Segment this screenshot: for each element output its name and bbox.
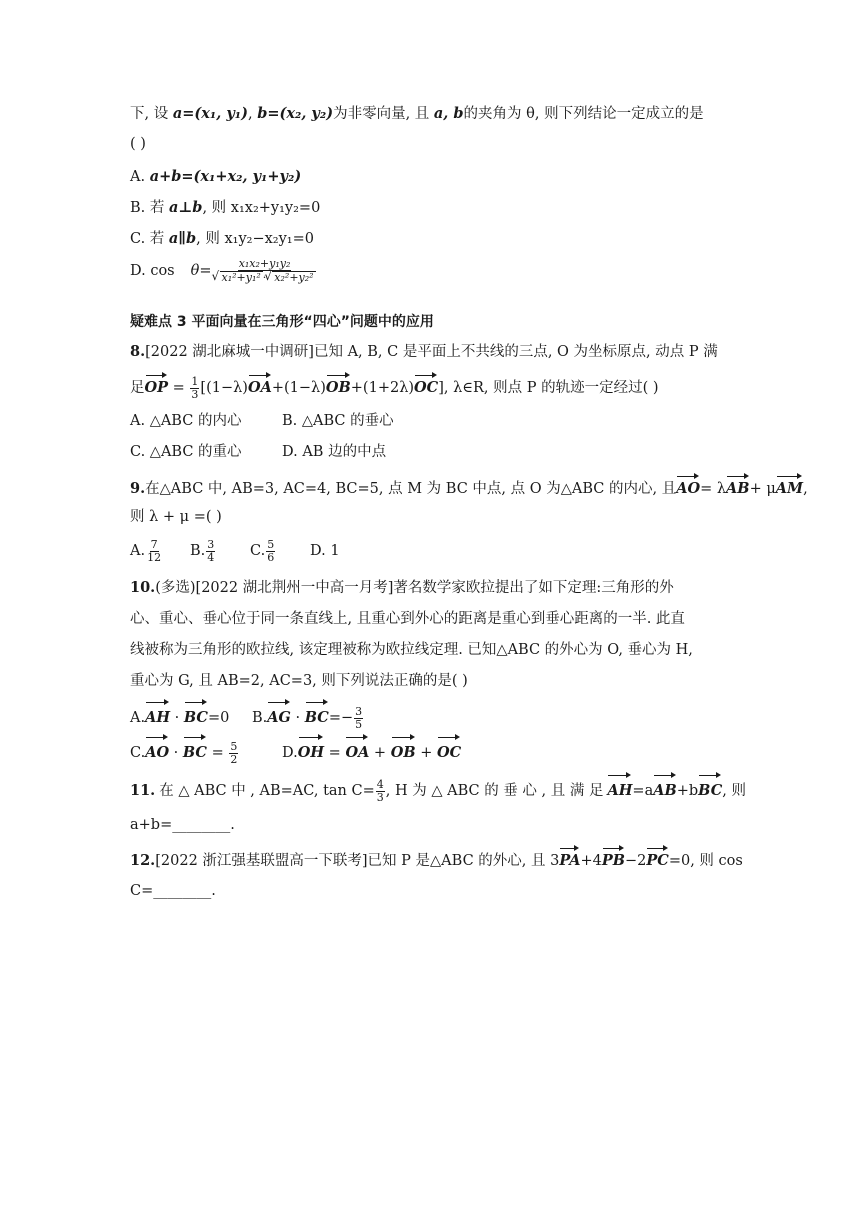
- fraction-numerator: 1: [191, 374, 199, 388]
- question-number: 8.: [130, 343, 146, 360]
- fraction-one-third: [190, 376, 199, 401]
- q8-options-row1: [130, 411, 394, 431]
- q11-stem-line1: [130, 775, 746, 804]
- section-heading: 疑难点 3 平面向量在三角形“四心”问题中的应用: [130, 314, 434, 330]
- vector-ab: AB: [726, 476, 750, 499]
- option-label: D. cos: [130, 263, 175, 279]
- fraction-three-fifths: [354, 706, 363, 731]
- option-label: C.: [130, 745, 146, 761]
- dot-operator: ·: [262, 271, 267, 284]
- option-text: , 则 x₁x₂+y₁y₂=0: [202, 200, 321, 216]
- option-text: a+b=(x₁+x₂, y₁+y₂): [149, 168, 302, 185]
- q10-options-row2: [130, 737, 461, 766]
- text: =: [168, 380, 190, 396]
- vector-ag: AG: [267, 702, 291, 731]
- q7-stem-line1: [130, 104, 704, 124]
- option-label: A.: [130, 169, 150, 185]
- vector-bc: BC: [184, 702, 208, 731]
- option-label: B.: [252, 710, 268, 726]
- text: =0, 则 cos: [668, 853, 743, 869]
- vector-oa: OA: [248, 375, 272, 398]
- q9-stem-line2: 则 λ + μ =( ): [130, 509, 222, 525]
- option-condition: a⊥b: [168, 199, 203, 216]
- vector-oa: OA: [345, 737, 369, 766]
- vector-ab: AB: [653, 775, 677, 804]
- question-text: [2022 浙江强基联盟高一下联考]已知 P 是△ABC 的外心, 且 3: [155, 853, 560, 869]
- text: +b: [676, 783, 699, 799]
- vector-b-def: b=(x₂, y₂): [257, 105, 334, 122]
- q9-option-b: [206, 539, 215, 564]
- question-number: 11.: [130, 782, 156, 799]
- fraction-numerator: 5: [230, 739, 238, 753]
- option-text: =: [206, 745, 229, 761]
- text: , 则: [722, 783, 746, 799]
- question-text: 在 △ ABC 中 , AB=AC, tan C=: [159, 783, 375, 799]
- text: 为非零向量, 且: [333, 106, 434, 122]
- text: +(1+2λ): [350, 380, 415, 396]
- fraction-denominator: 5: [355, 717, 363, 731]
- option-label: A.: [130, 543, 146, 559]
- vector-op: OP: [145, 375, 169, 398]
- text: ,: [247, 106, 258, 122]
- q9-option-c: [266, 539, 275, 564]
- q8-option-a: A. △ABC 的内心: [130, 413, 242, 429]
- fraction-denominator: 12: [147, 550, 162, 564]
- text: + μ: [749, 481, 776, 497]
- vector-ah: AH: [145, 702, 170, 731]
- q9-option-a: [146, 539, 162, 564]
- text: =: [324, 745, 346, 761]
- question-number: 12.: [130, 852, 156, 869]
- text: +: [415, 745, 437, 761]
- vector-am: AM: [776, 476, 803, 499]
- vector-bc: BC: [698, 775, 722, 804]
- vector-ah: AH: [607, 775, 632, 804]
- vector-oc: OC: [414, 375, 438, 398]
- question-text: [2022 湖北麻城一中调研]已知 A, B, C 是平面上不共线的三点, O 为坐标原点, 动点 P 满: [145, 344, 718, 360]
- q10-stem-line2: 心、重心、垂心位于同一条直线上, 且重心到外心的距离是重心到垂心距离的一半. 此直: [130, 611, 685, 627]
- text: =a: [632, 783, 654, 799]
- q12-stem-line2: C=________.: [130, 883, 216, 899]
- q7-option-a: [130, 167, 301, 187]
- q7-option-d: [130, 258, 318, 284]
- theta-eq: θ=: [190, 263, 212, 279]
- question-text: , H 为 △ ABC 的 垂 心 , 且 满 足: [385, 783, 604, 799]
- fraction-numerator: 4: [376, 777, 384, 791]
- vector-ao: AO: [145, 737, 169, 766]
- q8-option-d: D. AB 边的中点: [282, 444, 387, 460]
- q9-stem-line1: [130, 476, 808, 499]
- sqrt-term-a: √ x₁²+y₁²: [220, 271, 263, 284]
- text: ], λ∈R, 则点 P 的轨迹一定经过( ): [438, 380, 659, 396]
- dot-operator: ·: [290, 710, 305, 726]
- q8-options-row2: [130, 442, 386, 462]
- q7-option-b: [130, 198, 320, 218]
- option-condition: a∥b: [168, 230, 197, 247]
- dot-operator: ·: [169, 745, 183, 761]
- sqrt-term-b: √ x₂²+y₂²: [272, 271, 315, 284]
- text: = λ: [700, 481, 727, 497]
- option-label: B. 若: [130, 200, 169, 216]
- q8-option-c: C. △ABC 的重心: [130, 444, 242, 460]
- vector-pa: PA: [559, 848, 580, 871]
- text: [(1−λ): [200, 380, 248, 396]
- q11-stem-line2: a+b=________.: [130, 817, 235, 833]
- fraction-five-halves: [229, 741, 238, 766]
- option-label: D.: [282, 745, 298, 761]
- text: 足: [130, 380, 145, 396]
- text: −2: [625, 853, 647, 869]
- text: ,: [803, 481, 808, 497]
- dot-operator: ·: [170, 710, 184, 726]
- vector-pc: PC: [646, 848, 668, 871]
- question-number: 10.: [130, 579, 156, 596]
- fraction-denominator: 2: [230, 752, 238, 766]
- option-text: , 则 x₁y₂−x₂y₁=0: [196, 231, 314, 247]
- fraction-numerator: 3: [207, 537, 215, 551]
- vector-ob: OB: [391, 737, 416, 766]
- q10-stem-line1: [130, 578, 674, 598]
- q10-options-row1: [130, 702, 364, 731]
- fraction-denominator: 6: [267, 550, 275, 564]
- fraction-four-thirds: [376, 779, 385, 804]
- q8-option-b: B. △ABC 的垂心: [282, 413, 394, 429]
- text: 的夹角为 θ, 则下列结论一定成立的是: [463, 106, 704, 122]
- q9-options: [130, 537, 340, 565]
- vectors-ab: a, b: [433, 105, 464, 122]
- cos-fraction: [213, 258, 317, 284]
- q7-answer-paren: ( ): [130, 136, 146, 152]
- fraction-denominator: 3: [191, 387, 199, 401]
- q12-stem-line1: [130, 848, 743, 871]
- vector-pb: PB: [602, 848, 625, 871]
- vector-ao: AO: [676, 476, 700, 499]
- vector-bc: BC: [305, 702, 329, 731]
- text: 下, 设: [130, 106, 173, 122]
- q8-stem-line1: [130, 342, 718, 362]
- fraction-numerator: x₁x₂+y₁y₂: [238, 257, 291, 270]
- fraction-numerator: 3: [355, 704, 363, 718]
- vector-ob: OB: [326, 375, 351, 398]
- text: +(1−λ): [271, 380, 326, 396]
- option-text: =−: [328, 710, 354, 726]
- question-text: 在△ABC 中, AB=3, AC=4, BC=5, 点 M 为 BC 中点, 点 O 为△ABC 的内心, 且: [145, 481, 677, 497]
- option-label: C.: [250, 543, 266, 559]
- vector-oh: OH: [298, 737, 324, 766]
- text: +: [369, 745, 391, 761]
- q10-stem-line4: 重心为 G, 且 AB=2, AC=3, 则下列说法正确的是( ): [130, 673, 468, 689]
- q8-stem-line2: [130, 375, 659, 401]
- option-label: B.: [190, 543, 206, 559]
- fraction-denominator: 4: [207, 550, 215, 564]
- option-text: =0: [207, 710, 230, 726]
- q7-option-c: [130, 229, 314, 249]
- fraction-denominator: 3: [376, 790, 384, 804]
- vector-oc: OC: [437, 737, 461, 766]
- option-label: C. 若: [130, 231, 169, 247]
- question-text: (多选)[2022 湖北荆州一中高一月考]著名数学家欧拉提出了如下定理:三角形的外: [155, 580, 674, 596]
- vector-bc: BC: [183, 737, 207, 766]
- text: +4: [580, 853, 602, 869]
- q10-stem-line3: 线被称为三角形的欧拉线, 该定理被称为欧拉线定理. 已知△ABC 的外心为 O, 垂心为 H,: [130, 642, 693, 658]
- fraction-numerator: 7: [150, 537, 158, 551]
- vector-a-def: a=(x₁, y₁): [172, 105, 248, 122]
- q9-option-d: D. 1: [310, 543, 340, 559]
- fraction-numerator: 5: [267, 537, 275, 551]
- question-number: 9.: [130, 480, 146, 497]
- option-label: A.: [130, 710, 146, 726]
